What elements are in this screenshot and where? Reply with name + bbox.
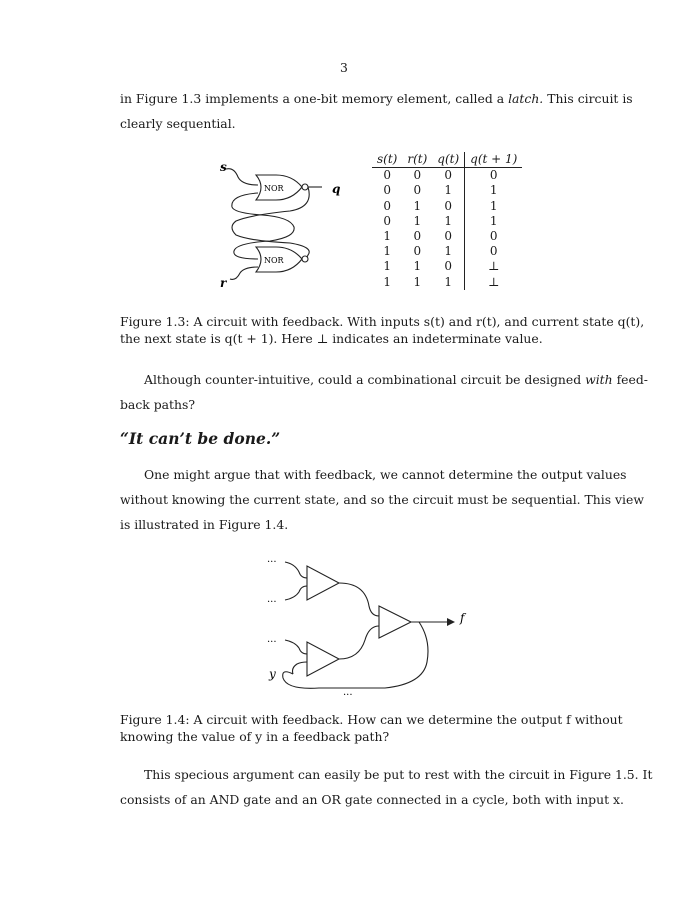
truth-table-cell: 1: [444, 244, 453, 259]
intro-text-end: This circuit is: [543, 91, 633, 106]
gate-a-input-1: [285, 562, 307, 578]
truth-table-cell: 1: [465, 183, 523, 198]
question-emph-with: with: [585, 372, 613, 387]
question-text-start: Although counter-intuitive, could a combinational circuit be designed: [144, 372, 586, 387]
truth-table-cell: 1: [444, 213, 453, 228]
truth-table-cell: 1: [444, 274, 453, 289]
truth-table-cell: 0: [444, 229, 453, 244]
truth-table-cell: 1: [413, 259, 422, 274]
truth-table: [372, 152, 522, 290]
truth-table-cell: 1: [465, 199, 523, 214]
truth-table-cell: 1: [383, 274, 391, 289]
truth-table-row: [372, 183, 522, 198]
truth-table-cell: 1: [413, 213, 422, 228]
closing-paragraph: [120, 762, 653, 812]
truth-table-body: [372, 168, 522, 290]
ellipsis-input-1: ...: [267, 554, 277, 565]
nor-gate-top-bubble: [302, 184, 308, 190]
ellipsis-feedback: ...: [343, 687, 353, 698]
feedback-path: [283, 622, 428, 688]
truth-table-cell: 1: [383, 259, 391, 274]
truth-table-cell: 0: [383, 198, 391, 213]
nor-gate-bottom-label: NOR: [264, 256, 284, 265]
truth-table-cell: 0: [444, 198, 453, 213]
gate-b-input-y: [293, 662, 308, 674]
figure-1-3-caption: [120, 313, 645, 347]
truth-table-cell: 0: [444, 259, 453, 274]
truth-table-cell: 1: [383, 229, 391, 244]
truth-table-row: [372, 229, 522, 244]
ellipsis-input-3: ...: [267, 634, 277, 645]
truth-table-cell: 1: [444, 183, 453, 198]
gate-a-input-2: [285, 586, 307, 600]
section-heading: “It can’t be done.”: [120, 429, 281, 448]
figure-1-4-caption-line1: Figure 1.4: A circuit with feedback. How can we determine the output f without: [120, 712, 623, 727]
argument-line1: One might argue that with feedback, we cannot determine the output values: [144, 467, 627, 482]
output-f-label: f: [460, 611, 465, 625]
truth-table-row: [372, 214, 522, 229]
truth-table-cell: 0: [383, 183, 391, 198]
truth-table-cell: 0: [413, 183, 422, 198]
nor-gate-bottom-bubble: [302, 256, 308, 262]
header-r-t: r(t): [402, 152, 432, 168]
wire-b-to-c: [339, 626, 379, 659]
argument-line3: is illustrated in Figure 1.4.: [120, 517, 289, 532]
intro-text-start: in Figure 1.3 implements a one-bit memory element, called a: [120, 91, 509, 106]
gate-c: [379, 606, 411, 638]
intro-emph-latch: latch.: [508, 91, 544, 106]
truth-table-row: [372, 275, 522, 290]
gate-b-input-1: [285, 640, 307, 654]
question-line2: back paths?: [120, 397, 195, 412]
truth-table-cell: 1: [413, 274, 422, 289]
truth-table-cell: 0: [465, 229, 523, 244]
question-paragraph: [120, 367, 648, 417]
intro-paragraph: [120, 86, 633, 136]
wire-a-to-c: [339, 583, 379, 616]
figure-1-4-caption-line2: knowing the value of y in a feedback path?: [120, 729, 390, 744]
argument-line2: without knowing the current state, and so the circuit must be sequential. This view: [120, 492, 644, 507]
truth-table-cell: 0: [413, 244, 422, 259]
truth-table-cell: 1: [413, 198, 422, 213]
truth-table-cell: 0: [465, 168, 523, 184]
gate-a: [307, 566, 339, 600]
truth-table-cell: 0: [383, 213, 391, 228]
figure-1-3-circuit: [210, 155, 360, 295]
question-text-end: feed-: [612, 372, 648, 387]
truth-table-row: [372, 244, 522, 259]
output-arrow-icon: [447, 618, 455, 626]
truth-table-cell: ⊥: [465, 275, 523, 290]
argument-paragraph: [120, 462, 644, 537]
ellipsis-input-2: ...: [267, 594, 277, 605]
truth-table-cell: 0: [413, 229, 422, 244]
truth-table-cell: ⊥: [465, 259, 523, 274]
page-number: 3: [340, 60, 348, 75]
truth-table-cell: 0: [444, 168, 453, 183]
truth-table-cell: 0: [383, 168, 391, 183]
figure-1-4-circuit: [255, 550, 485, 700]
truth-table-row: [372, 199, 522, 214]
input-r-label: r: [220, 276, 227, 290]
figure-1-4-caption: [120, 711, 623, 745]
closing-line2: consists of an AND gate and an OR gate connected in a cycle, both with input x.: [120, 792, 624, 807]
input-r-wire: [230, 267, 258, 279]
truth-table-cell: 0: [465, 244, 523, 259]
truth-table-cell: 1: [383, 244, 391, 259]
truth-table-header: [372, 152, 522, 168]
truth-table-row: [372, 259, 522, 274]
header-q-t-plus-1: q(t + 1): [465, 152, 523, 168]
gate-b: [307, 642, 339, 676]
nor-gate-top-label: NOR: [264, 184, 284, 193]
figure-1-3-caption-line1: Figure 1.3: A circuit with feedback. With inputs s(t) and r(t), and current state q(t),: [120, 314, 645, 329]
header-s-t: s(t): [372, 152, 402, 168]
truth-table-cell: 1: [465, 214, 523, 229]
figure-1-3-caption-line2: the next state is q(t + 1). Here ⊥ indicates an indeterminate value.: [120, 331, 543, 346]
output-q-label: q: [332, 182, 341, 196]
header-q-t: q(t): [432, 152, 464, 168]
truth-table-cell: 0: [413, 168, 422, 183]
intro-line2: clearly sequential.: [120, 116, 236, 131]
input-y-label: y: [269, 667, 276, 681]
truth-table-row: [372, 168, 522, 184]
closing-line1: This specious argument can easily be put to rest with the circuit in Figure 1.5. It: [144, 767, 653, 782]
input-s-label: s: [220, 160, 227, 174]
input-s-wire: [226, 169, 258, 185]
